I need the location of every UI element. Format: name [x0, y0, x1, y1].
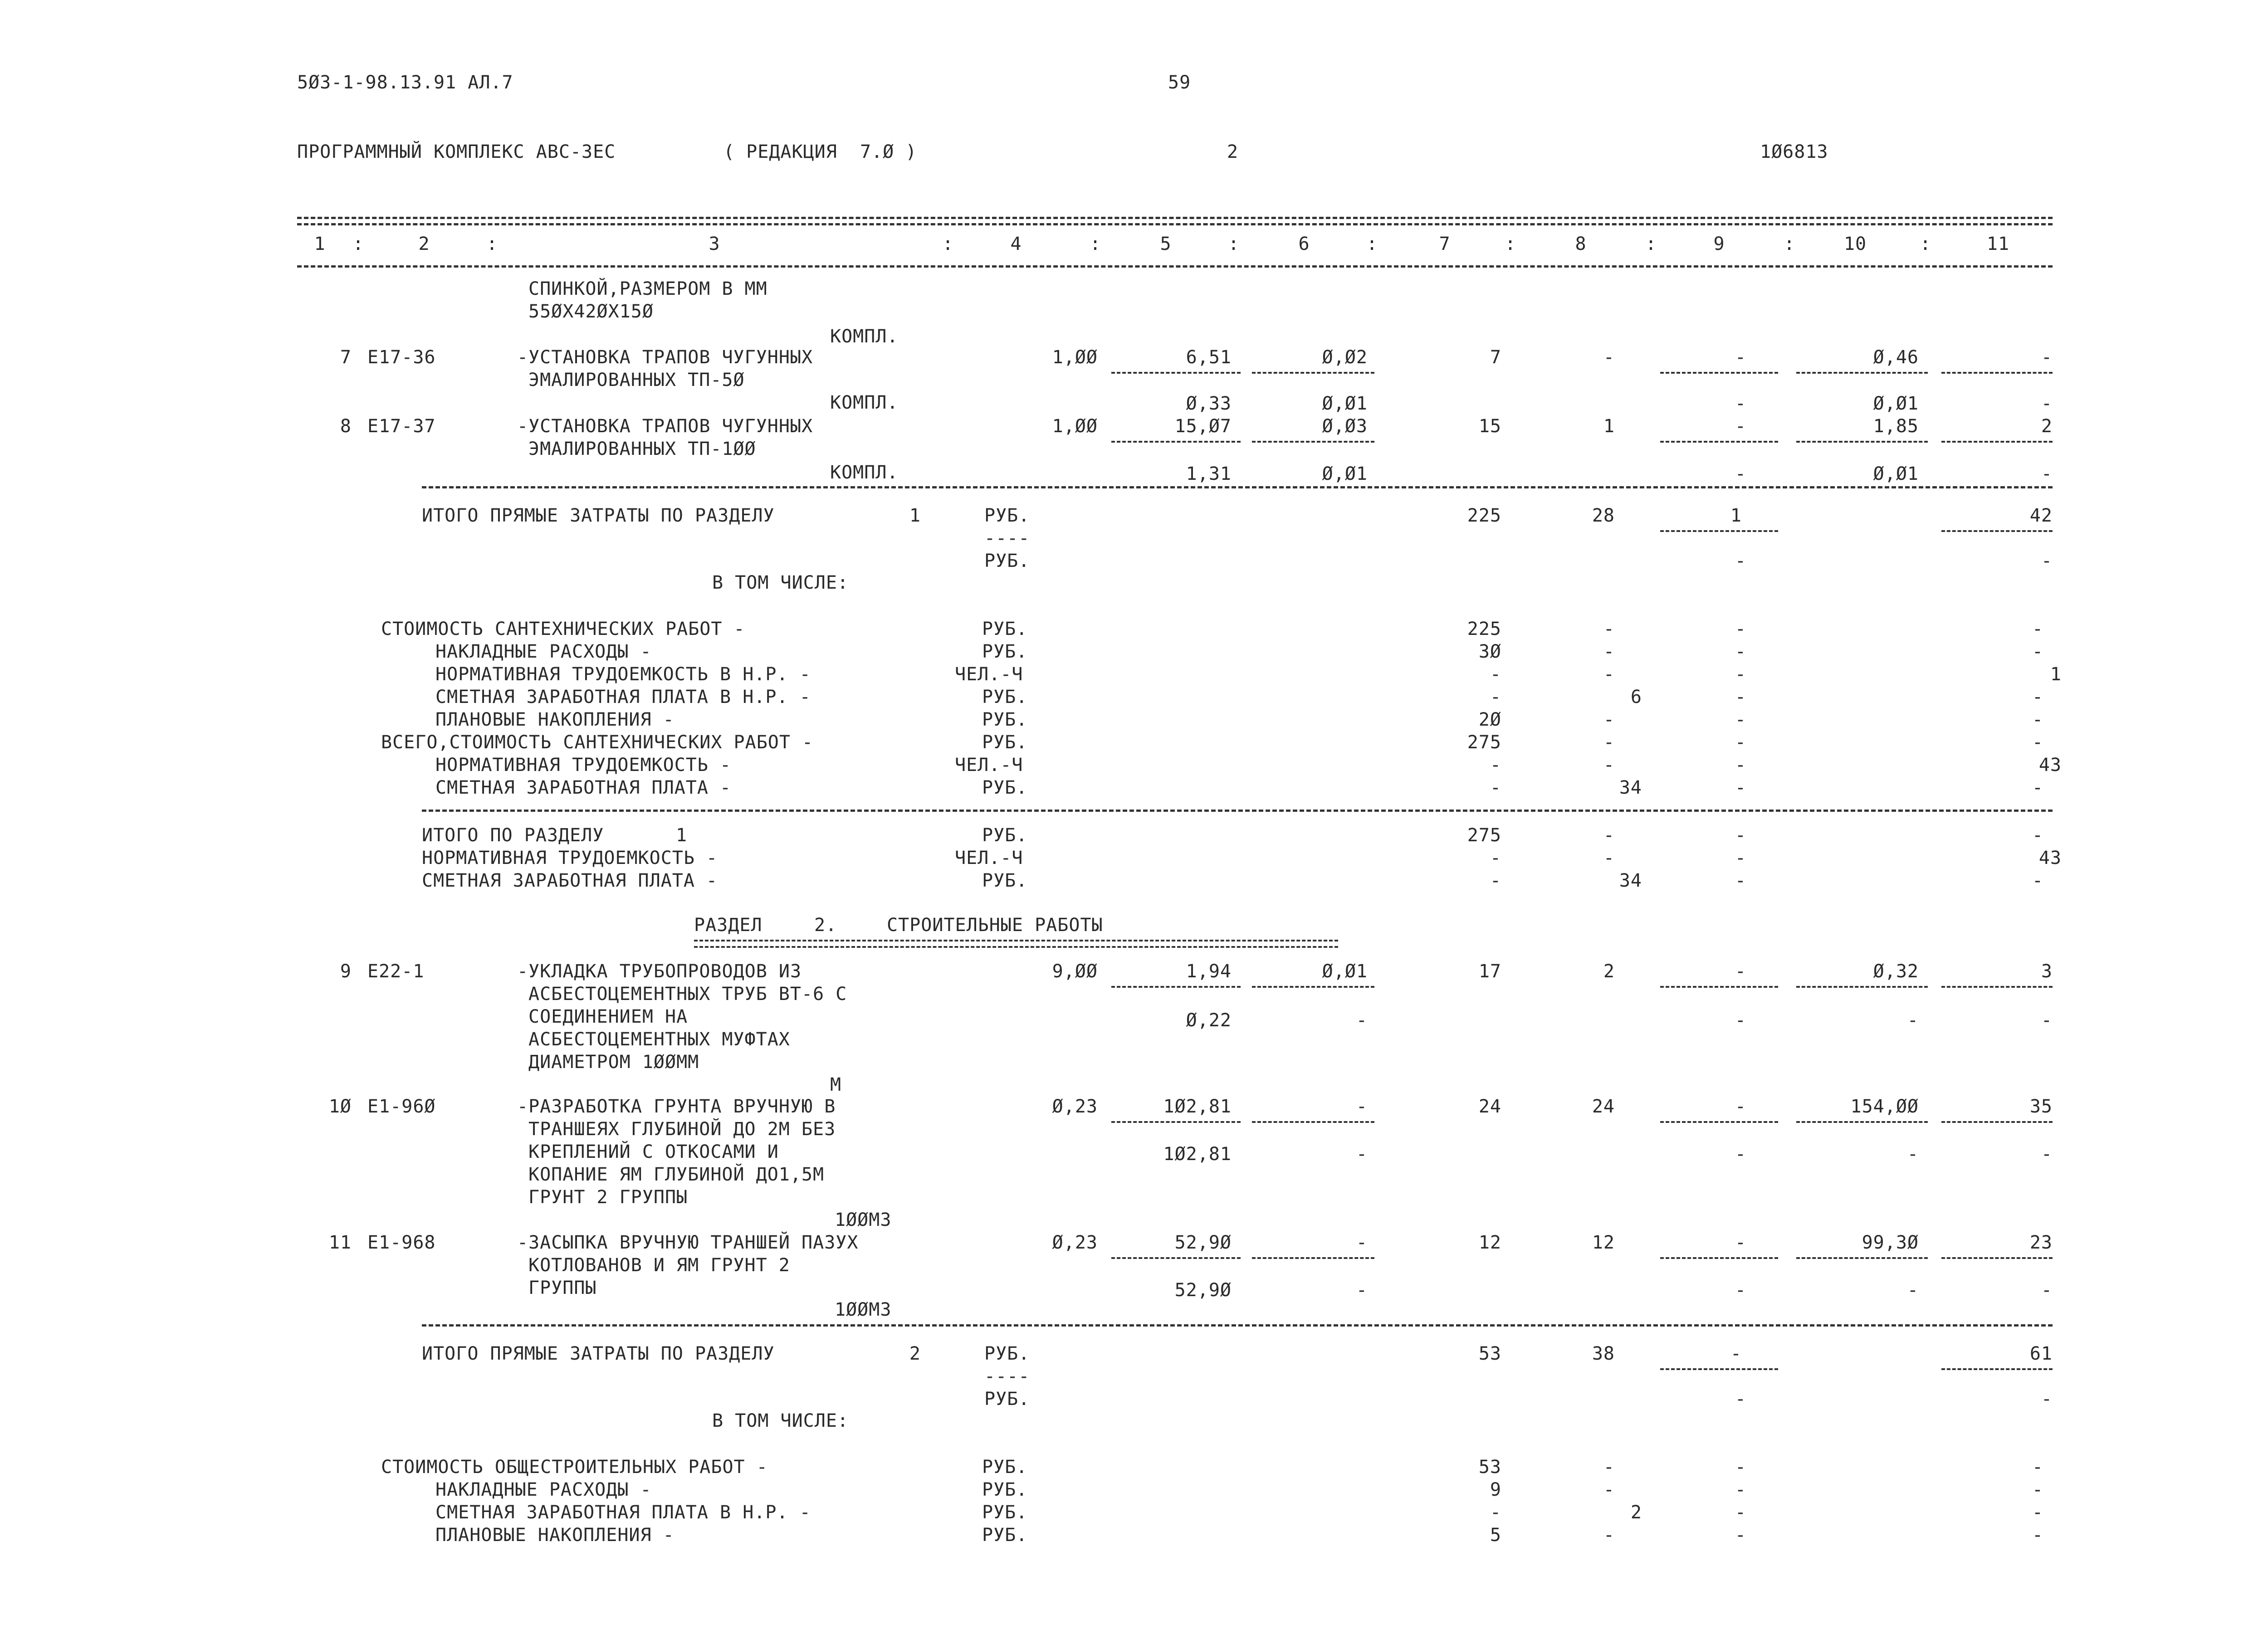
item-col9-sub: -: [1735, 1280, 1746, 1301]
total-subrule: [1941, 530, 2053, 532]
breakdown-unit: РУБ.: [982, 1457, 1028, 1478]
item-col9-sub: -: [1735, 463, 1746, 484]
column-separator: :: [1784, 234, 1795, 254]
breakdown-col8: -: [1603, 1479, 1615, 1500]
item-unit: КОМПЛ.: [830, 462, 899, 483]
column-separator: :: [486, 234, 498, 254]
breakdown-label: НОРМАТИВНАЯ ТРУДОЕМКОСТЬ В Н.Р. -: [435, 664, 811, 685]
column-separator: :: [1505, 234, 1516, 254]
item-col6-labour: Ø,Ø1: [1322, 463, 1368, 484]
item-col5-labour: Ø,33: [1186, 393, 1232, 414]
item-unit: КОМПЛ.: [830, 392, 899, 413]
item-col8: -: [1603, 347, 1615, 368]
item-subrule: [1660, 1121, 1778, 1123]
breakdown-col11: -: [2032, 1502, 2043, 1523]
item-subrule: [1111, 986, 1241, 988]
item-quantity: Ø,23: [1052, 1096, 1098, 1117]
total-col9-sub: -: [1735, 1389, 1746, 1410]
item-description: -ЗАСЫПКА ВРУЧНУЮ ТРАНШЕЙ ПАЗУХ: [517, 1232, 859, 1253]
item-col9: -: [1735, 1232, 1746, 1253]
item-quantity: 1,ØØ: [1052, 347, 1098, 368]
breakdown-col9: -: [1735, 641, 1746, 662]
item-col11: 3: [2041, 961, 2053, 982]
edition: ( РЕДАКЦИЯ 7.Ø ): [723, 141, 917, 162]
item-number: 11: [328, 1232, 352, 1253]
item-description: СОЕДИНЕНИЕМ НА: [528, 1006, 688, 1027]
item-subrule: [1252, 1121, 1374, 1123]
item-code: Е1-968: [367, 1232, 436, 1253]
breakdown-col11: -: [2032, 1479, 2043, 1500]
breakdown-unit: РУБ.: [982, 1525, 1028, 1546]
column-separator: :: [942, 234, 954, 254]
item-number: 9: [340, 961, 352, 982]
item-col11-sub: -: [2041, 1010, 2053, 1031]
breakdown-label: СМЕТНАЯ ЗАРАБОТНАЯ ПЛАТА В Н.Р. -: [435, 687, 811, 707]
column-header-6: 6: [1298, 234, 1310, 254]
item-description: СПИНКОЙ,РАЗМЕРОМ В ММ: [528, 278, 767, 299]
column-header-4: 4: [1010, 234, 1022, 254]
total-col11-sub: -: [2041, 551, 2053, 571]
document-code: 1Ø6813: [1760, 141, 1828, 162]
total-col7: 53: [1478, 1343, 1501, 1364]
item-col11: -: [2041, 347, 2053, 368]
breakdown-unit: РУБ.: [982, 1479, 1028, 1500]
column-separator: :: [1090, 234, 1101, 254]
breakdown-col8: 6: [1630, 687, 1642, 707]
column-separator: :: [1366, 234, 1378, 254]
total-subrule: [1941, 1368, 2053, 1370]
total-col8: 28: [1592, 505, 1615, 526]
breakdown-unit: ЧЕЛ.-Ч: [955, 664, 1023, 685]
page-number: 59: [1168, 72, 1191, 93]
breakdown-col11: -: [2032, 641, 2043, 662]
breakdown-col7: -: [1490, 755, 1501, 776]
column-separator: :: [1920, 234, 1931, 254]
breakdown-col11: 43: [2038, 755, 2062, 776]
item-subrule: [1796, 986, 1928, 988]
item-col10: 154,ØØ: [1850, 1096, 1919, 1117]
item-code: Е17-36: [367, 347, 436, 368]
item-subrule: [1941, 1257, 2053, 1259]
section-total-label: НОРМАТИВНАЯ ТРУДОЕМКОСТЬ -: [422, 848, 718, 868]
item-col5: 1Ø2,81: [1163, 1096, 1232, 1117]
total-subrule: [1660, 1368, 1778, 1370]
section1-total-rule: [422, 810, 2053, 812]
total-unit: РУБ.: [984, 1389, 1030, 1410]
item-col9: -: [1735, 1096, 1746, 1117]
item-subrule: [1660, 986, 1778, 988]
breakdown-col11: -: [2032, 732, 2043, 753]
item-col10-sub: -: [1907, 1280, 1919, 1301]
breakdown-col8: -: [1603, 664, 1615, 685]
item-description: 55ØХ42ØХ15Ø: [528, 301, 654, 322]
column-header-2: 2: [418, 234, 430, 254]
section-total-label: ИТОГО ПО РАЗДЕЛУ: [422, 825, 604, 846]
item-subrule: [1941, 441, 2053, 443]
column-header-5: 5: [1160, 234, 1172, 254]
section-total-col9: -: [1735, 870, 1746, 891]
breakdown-label: СМЕТНАЯ ЗАРАБОТНАЯ ПЛАТА В Н.Р. -: [435, 1502, 811, 1523]
breakdown-col9: -: [1735, 709, 1746, 730]
item-col6: Ø,Ø1: [1322, 961, 1368, 982]
breakdown-unit: РУБ.: [982, 1502, 1028, 1523]
item-subrule: [1660, 441, 1778, 443]
breakdown-col9: -: [1735, 1479, 1746, 1500]
section-total-col11: 43: [2038, 848, 2062, 868]
breakdown-col7: 3Ø: [1478, 641, 1501, 662]
total-col11: 61: [2029, 1343, 2053, 1364]
item-col6-labour: -: [1356, 1010, 1368, 1031]
total-section-number: 1: [909, 505, 921, 526]
header-rule-bottom: [297, 265, 2053, 268]
breakdown-col9: -: [1735, 1457, 1746, 1478]
breakdown-col11: -: [2032, 709, 2043, 730]
item-col10-sub: -: [1907, 1010, 1919, 1031]
item-description: ТРАНШЕЯХ ГЛУБИНОЙ ДО 2М БЕЗ: [528, 1119, 836, 1140]
section-total-unit: РУБ.: [982, 825, 1028, 846]
breakdown-col8: 34: [1619, 777, 1642, 798]
section-heading-underline: [694, 940, 1338, 948]
item-subrule: [1111, 1257, 1241, 1259]
column-header-1: 1: [314, 234, 326, 254]
item-col6-labour: -: [1356, 1280, 1368, 1301]
item-col7: 7: [1490, 347, 1501, 368]
item-col5-labour: 1Ø2,81: [1163, 1144, 1232, 1165]
item-col6: Ø,Ø2: [1322, 347, 1368, 368]
item-col5-labour: 1,31: [1186, 463, 1232, 484]
total-col9: -: [1730, 1343, 1742, 1364]
breakdown-col11: -: [2032, 1457, 2043, 1478]
total-col8: 38: [1592, 1343, 1615, 1364]
item-number: 8: [340, 416, 352, 437]
breakdown-col8: -: [1603, 619, 1615, 639]
item-subrule: [1111, 372, 1241, 374]
breakdown-col11: 1: [2050, 664, 2062, 685]
item-col10: 99,3Ø: [1862, 1232, 1919, 1253]
item-col5: 52,9Ø: [1174, 1232, 1232, 1253]
item-col8: 2: [1603, 961, 1615, 982]
breakdown-col9: -: [1735, 664, 1746, 685]
breakdown-col9: -: [1735, 755, 1746, 776]
breakdown-label: ПЛАНОВЫЕ НАКОПЛЕНИЯ -: [435, 1525, 675, 1546]
item-description: АСБЕСТОЦЕМЕНТНЫХ ТРУБ ВТ-6 С: [528, 984, 847, 1005]
item-code: Е17-37: [367, 416, 436, 437]
item-description: ЭМАЛИРОВАННЫХ ТП-1ØØ: [528, 439, 756, 459]
item-description: -УСТАНОВКА ТРАПОВ ЧУГУННЫХ: [517, 416, 813, 437]
breakdown-col9: -: [1735, 619, 1746, 639]
breakdown-unit: РУБ.: [982, 687, 1028, 707]
item-code: Е22-1: [367, 961, 425, 982]
column-separator: :: [1228, 234, 1240, 254]
item-description: КРЕПЛЕНИЙ С ОТКОСАМИ И: [528, 1141, 779, 1162]
breakdown-col7: -: [1490, 777, 1501, 798]
item-col9-sub: -: [1735, 1144, 1746, 1165]
item-code: Е1-96Ø: [367, 1096, 436, 1117]
breakdown-label: СМЕТНАЯ ЗАРАБОТНАЯ ПЛАТА -: [435, 777, 732, 798]
item-col6: Ø,Ø3: [1322, 416, 1368, 437]
breakdown-unit: ЧЕЛ.-Ч: [955, 755, 1023, 776]
item-col11-sub: -: [2041, 393, 2053, 414]
breakdown-unit: РУБ.: [982, 709, 1028, 730]
breakdown-col7: 2Ø: [1478, 709, 1501, 730]
breakdown-col9: -: [1735, 1525, 1746, 1546]
breakdown-col8: 2: [1630, 1502, 1642, 1523]
total-section-number: 2: [909, 1343, 921, 1364]
section-heading-number: 2.: [814, 915, 837, 936]
breakdown-unit: РУБ.: [982, 641, 1028, 662]
total-subrule: [1660, 530, 1778, 532]
item-col9: -: [1735, 416, 1746, 437]
item-col10-sub: Ø,Ø1: [1873, 393, 1919, 414]
section2-rule: [422, 1324, 2053, 1327]
item-description: ГРУНТ 2 ГРУППЫ: [528, 1187, 688, 1208]
item-col7: 24: [1478, 1096, 1501, 1117]
breakdown-unit: РУБ.: [982, 619, 1028, 639]
item-subrule: [1796, 372, 1928, 374]
doc-code: 5Ø3-1-98.13.91 АЛ.7: [297, 72, 513, 93]
breakdown-col8: -: [1603, 1457, 1615, 1478]
item-subrule: [1941, 1121, 2053, 1123]
breakdown-col9: -: [1735, 1502, 1746, 1523]
section-total-col7: -: [1490, 870, 1501, 891]
item-description: -РАЗРАБОТКА ГРУНТА ВРУЧНУЮ В: [517, 1096, 836, 1117]
item-col11-sub: -: [2041, 463, 2053, 484]
item-description: КОПАНИЕ ЯМ ГЛУБИНОЙ ДО1,5М: [528, 1164, 825, 1185]
breakdown-col7: -: [1490, 1502, 1501, 1523]
breakdown-col9: -: [1735, 687, 1746, 707]
item-col10: 1,85: [1873, 416, 1919, 437]
item-col10: Ø,46: [1873, 347, 1919, 368]
breakdown-col11: -: [2032, 777, 2043, 798]
item-col11: 35: [2029, 1096, 2053, 1117]
item-col9-sub: -: [1735, 1010, 1746, 1031]
total-col11: 42: [2029, 505, 2053, 526]
item-col9: -: [1735, 347, 1746, 368]
breakdown-col8: -: [1603, 641, 1615, 662]
item-subrule: [1941, 372, 2053, 374]
item-col5: 15,Ø7: [1174, 416, 1232, 437]
column-header-8: 8: [1575, 234, 1587, 254]
total-col9: 1: [1730, 505, 1742, 526]
total-col11-sub: -: [2041, 1389, 2053, 1410]
breakdown-col7: 5: [1490, 1525, 1501, 1546]
section-heading-word: РАЗДЕЛ: [694, 915, 763, 936]
item-subrule: [1252, 441, 1374, 443]
column-header-3: 3: [709, 234, 720, 254]
item-subrule: [1252, 372, 1374, 374]
breakdown-col8: -: [1603, 755, 1615, 776]
item-col9-sub: -: [1735, 393, 1746, 414]
section-total-col8: -: [1603, 825, 1615, 846]
total-col9-sub: -: [1735, 551, 1746, 571]
item-col10: Ø,32: [1873, 961, 1919, 982]
section-total-number: 1: [676, 825, 688, 846]
item-description: ГРУППЫ: [528, 1278, 597, 1298]
header-rule-top: [297, 217, 2053, 219]
item-col11-sub: -: [2041, 1280, 2053, 1301]
item-number: 7: [340, 347, 352, 368]
section-total-col11: -: [2032, 825, 2043, 846]
sheet-number: 2: [1227, 141, 1239, 162]
breakdown-col9: -: [1735, 732, 1746, 753]
item-col8: 1: [1603, 416, 1615, 437]
item-col8: 12: [1592, 1232, 1615, 1253]
item-col6-labour: Ø,Ø1: [1322, 393, 1368, 414]
breakdown-col7: -: [1490, 687, 1501, 707]
section-total-col8: -: [1603, 848, 1615, 868]
including-label: В ТОМ ЧИСЛЕ:: [712, 572, 849, 593]
section-total-col8: 34: [1619, 870, 1642, 891]
item-col7: 12: [1478, 1232, 1501, 1253]
total-unit: РУБ.: [984, 551, 1030, 571]
item-col10-sub: Ø,Ø1: [1873, 463, 1919, 484]
item-subrule: [1796, 441, 1928, 443]
item-subrule: [1660, 1257, 1778, 1259]
item-col7: 15: [1478, 416, 1501, 437]
section-total-col9: -: [1735, 825, 1746, 846]
section-total-unit: ЧЕЛ.-Ч: [955, 848, 1023, 868]
breakdown-unit: РУБ.: [982, 732, 1028, 753]
breakdown-label: ПЛАНОВЫЕ НАКОПЛЕНИЯ -: [435, 709, 675, 730]
breakdown-col7: 275: [1467, 732, 1501, 753]
item-col9: -: [1735, 961, 1746, 982]
total-dashes: ----: [984, 528, 1030, 549]
program-name: ПРОГРАММНЫЙ КОМПЛЕКС АВС-3ЕС: [297, 141, 616, 162]
item-col6: -: [1356, 1232, 1368, 1253]
section-total-unit: РУБ.: [982, 870, 1028, 891]
item-description: АСБЕСТОЦЕМЕНТНЫХ МУФТАХ: [528, 1029, 790, 1050]
item-description: ЭМАЛИРОВАННЫХ ТП-5Ø: [528, 370, 745, 390]
section-heading-title: СТРОИТЕЛЬНЫЕ РАБОТЫ: [887, 915, 1103, 936]
item-description: -УСТАНОВКА ТРАПОВ ЧУГУННЫХ: [517, 347, 813, 368]
section-total-label: СМЕТНАЯ ЗАРАБОТНАЯ ПЛАТА -: [422, 870, 718, 891]
breakdown-label: ВСЕГО,СТОИМОСТЬ САНТЕХНИЧЕСКИХ РАБОТ -: [381, 732, 814, 753]
item-unit: 1ØØМ3: [835, 1299, 892, 1320]
breakdown-label: НАКЛАДНЫЕ РАСХОДЫ -: [435, 1479, 652, 1500]
including-label: В ТОМ ЧИСЛЕ:: [712, 1410, 849, 1431]
total-label: ИТОГО ПРЯМЫЕ ЗАТРАТЫ ПО РАЗДЕЛУ: [422, 505, 775, 526]
breakdown-col7: 225: [1467, 619, 1501, 639]
breakdown-col8: -: [1603, 732, 1615, 753]
section-total-col11: -: [2032, 870, 2043, 891]
breakdown-col7: 53: [1478, 1457, 1501, 1478]
breakdown-label: НАКЛАДНЫЕ РАСХОДЫ -: [435, 641, 652, 662]
section-total-col9: -: [1735, 848, 1746, 868]
item-col11: 23: [2029, 1232, 2053, 1253]
breakdown-label: СТОИМОСТЬ САНТЕХНИЧЕСКИХ РАБОТ -: [381, 619, 745, 639]
item-unit: КОМПЛ.: [830, 326, 899, 347]
item-col5-labour: Ø,22: [1186, 1010, 1232, 1031]
item-col10-sub: -: [1907, 1144, 1919, 1165]
breakdown-col8: -: [1603, 1525, 1615, 1546]
item-subrule: [1252, 986, 1374, 988]
item-col5-labour: 52,9Ø: [1174, 1280, 1232, 1301]
item-col7: 17: [1478, 961, 1501, 982]
column-header-10: 10: [1843, 234, 1867, 254]
total-col7: 225: [1467, 505, 1501, 526]
item-col11-sub: -: [2041, 1144, 2053, 1165]
item-subrule: [1796, 1121, 1928, 1123]
section-total-col7: 275: [1467, 825, 1501, 846]
breakdown-col11: -: [2032, 619, 2043, 639]
breakdown-col11: -: [2032, 1525, 2043, 1546]
breakdown-col11: -: [2032, 687, 2043, 707]
item-subrule: [1796, 1257, 1928, 1259]
item-col5: 6,51: [1186, 347, 1232, 368]
column-separator: :: [1645, 234, 1657, 254]
item-subrule: [1252, 1257, 1374, 1259]
item-subrule: [1941, 986, 2053, 988]
breakdown-col8: -: [1603, 709, 1615, 730]
column-header-9: 9: [1713, 234, 1725, 254]
column-header-7: 7: [1439, 234, 1451, 254]
breakdown-label: СТОИМОСТЬ ОБЩЕСТРОИТЕЛЬНЫХ РАБОТ -: [381, 1457, 768, 1478]
item-col8: 24: [1592, 1096, 1615, 1117]
item-col6: -: [1356, 1096, 1368, 1117]
breakdown-label: НОРМАТИВНАЯ ТРУДОЕМКОСТЬ -: [435, 755, 732, 776]
total-label: ИТОГО ПРЯМЫЕ ЗАТРАТЫ ПО РАЗДЕЛУ: [422, 1343, 775, 1364]
item-quantity: Ø,23: [1052, 1232, 1098, 1253]
item-subrule: [1111, 1121, 1241, 1123]
column-separator: :: [352, 234, 364, 254]
breakdown-col7: -: [1490, 664, 1501, 685]
item-quantity: 9,ØØ: [1052, 961, 1098, 982]
item-unit: 1ØØМ3: [835, 1210, 892, 1230]
item-col11: 2: [2041, 416, 2053, 437]
section1-rule: [422, 486, 2053, 488]
item-number: 1Ø: [328, 1096, 352, 1117]
total-unit: РУБ.: [984, 1343, 1030, 1364]
column-header-11: 11: [1986, 234, 2010, 254]
item-description: КОТЛОВАНОВ И ЯМ ГРУНТ 2: [528, 1255, 790, 1276]
item-col5: 1,94: [1186, 961, 1232, 982]
total-unit: РУБ.: [984, 505, 1030, 526]
total-dashes: ----: [984, 1366, 1030, 1387]
breakdown-col7: 9: [1490, 1479, 1501, 1500]
item-quantity: 1,ØØ: [1052, 416, 1098, 437]
item-subrule: [1660, 372, 1778, 374]
item-unit: М: [830, 1074, 842, 1095]
item-description: ДИАМЕТРОМ 1ØØММ: [528, 1052, 699, 1073]
breakdown-col9: -: [1735, 777, 1746, 798]
breakdown-unit: РУБ.: [982, 777, 1028, 798]
item-subrule: [1111, 441, 1241, 443]
item-description: -УКЛАДКА ТРУБОПРОВОДОВ ИЗ: [517, 961, 802, 982]
section-total-col7: -: [1490, 848, 1501, 868]
item-col6-labour: -: [1356, 1144, 1368, 1165]
header-rule-top-2: [297, 223, 2053, 225]
